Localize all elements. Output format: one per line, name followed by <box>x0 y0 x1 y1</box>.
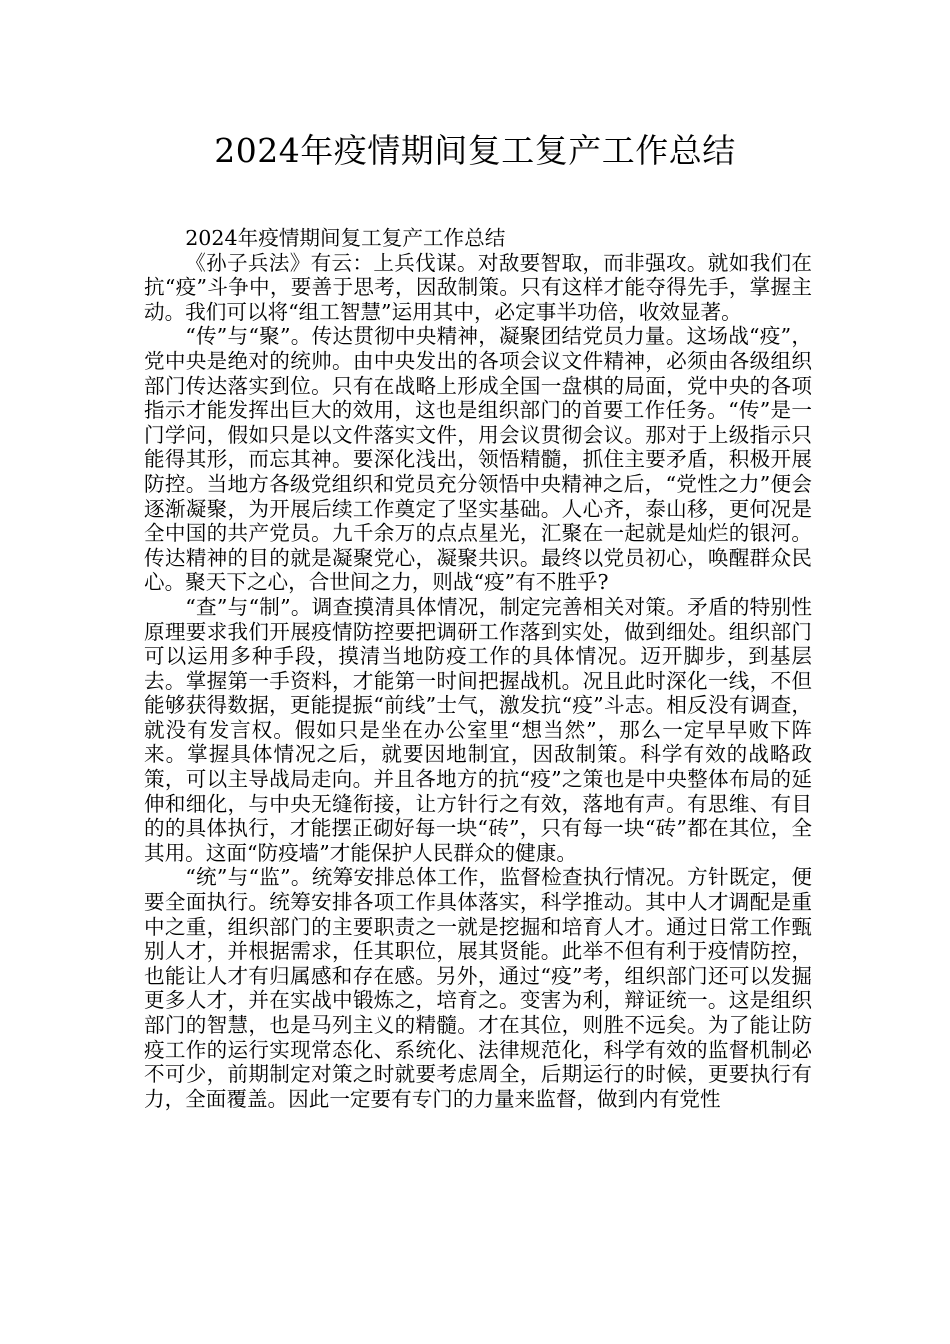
body-paragraph-chuan-ju: “传”与“聚”。传达贯彻中央精神，凝聚团结党员力量。这场战“疫”，党中央是绝对的统帅。由中央发出的各项会议文件精神，必须由各级组织部门传达落实到位。只有在战略上形成全国一盘棋的局面，党中央的各项指示才能发挥出巨大的效用，这也是组织部门的首要工作任务。“传”是一门学问，假如只是以文件落实文件，用会议贯彻会议。那对于上级指示只能得其形，而忘其神。要深化浅出，领悟精髓，抓住主要矛盾，积极开展防控。当地方各级党组织和党员充分领悟中央精神之后，“党性之力”便会逐渐凝聚，为开展后续工作奠定了坚实基础。人心齐，泰山移，更何况是全中国的共产党员。九千余万的点点星光，汇聚在一起就是灿烂的银河。传达精神的目的就是凝聚党心，凝聚共识。最终以党员初心，唤醒群众民心。聚天下之心，合世间之力，则战“疫”有不胜乎? <box>144 324 812 595</box>
document-body <box>144 226 812 1111</box>
body-paragraph-intro: 《孙子兵法》有云：上兵伐谋。对敌要智取，而非强攻。就如我们在抗“疫”斗争中，要善于思考，因敌制策。只有这样才能夺得先手，掌握主动。我们可以将“组工智慧”运用其中，必定事半功倍，收效显著。 <box>144 250 812 324</box>
document-title: 2024年疫情期间复工复产工作总结 <box>214 131 736 170</box>
body-paragraph-cha-zhi: “查”与“制”。调查摸清具体情况，制定完善相关对策。矛盾的特别性原理要求我们开展疫情防控要把调研工作落到实处，做到细处。组织部门可以运用多种手段，摸清当地防疫工作的具体情况。迈开脚步，到基层去。掌握第一手资料，才能第一时间把握战机。况且此时深化一线，不但能够获得数据，更能提振“前线”士气，激发抗“疫”斗志。相反没有调查，就没有发言权。假如只是坐在办公室里“想当然”，那么一定早早败下阵来。掌握具体情况之后，就要因地制宜，因敌制策。科学有效的战略政策，可以主导战局走向。并且各地方的抗“疫”之策也是中央整体布局的延伸和细化，与中央无缝衔接，让方针行之有效，落地有声。有思维、有目的的具体执行，才能摆正砌好每一块“砖”，只有每一块“砖”都在其位，全其用。这面“防疫墙”才能保护人民群众的健康。 <box>144 594 812 865</box>
body-paragraph-tong-jian: “统”与“监”。统筹安排总体工作，监督检查执行情况。方针既定，便要全面执行。统筹安排各项工作具体落实，科学推动。其中人才调配是重中之重，组织部门的主要职责之一就是挖掘和培育人才。通过日常工作甄别人才，并根据需求，任其职位，展其贤能。此举不但有利于疫情防控，也能让人才有归属感和存在感。另外，通过“疫”考，组织部门还可以发掘更多人才，并在实战中锻炼之，培育之。变害为利，辩证统一。这是组织部门的智慧，也是马列主义的精髓。才在其位，则胜不远矣。为了能让防疫工作的运行实现常态化、系统化、法律规范化，科学有效的监督机制必不可少，前期制定对策之时就要考虑周全，后期运行的时候，更要执行有力，全面覆盖。因此一定要有专门的力量来监督，做到内有党性 <box>144 865 812 1111</box>
body-paragraph-subtitle: 2024年疫情期间复工复产工作总结 <box>185 226 506 250</box>
